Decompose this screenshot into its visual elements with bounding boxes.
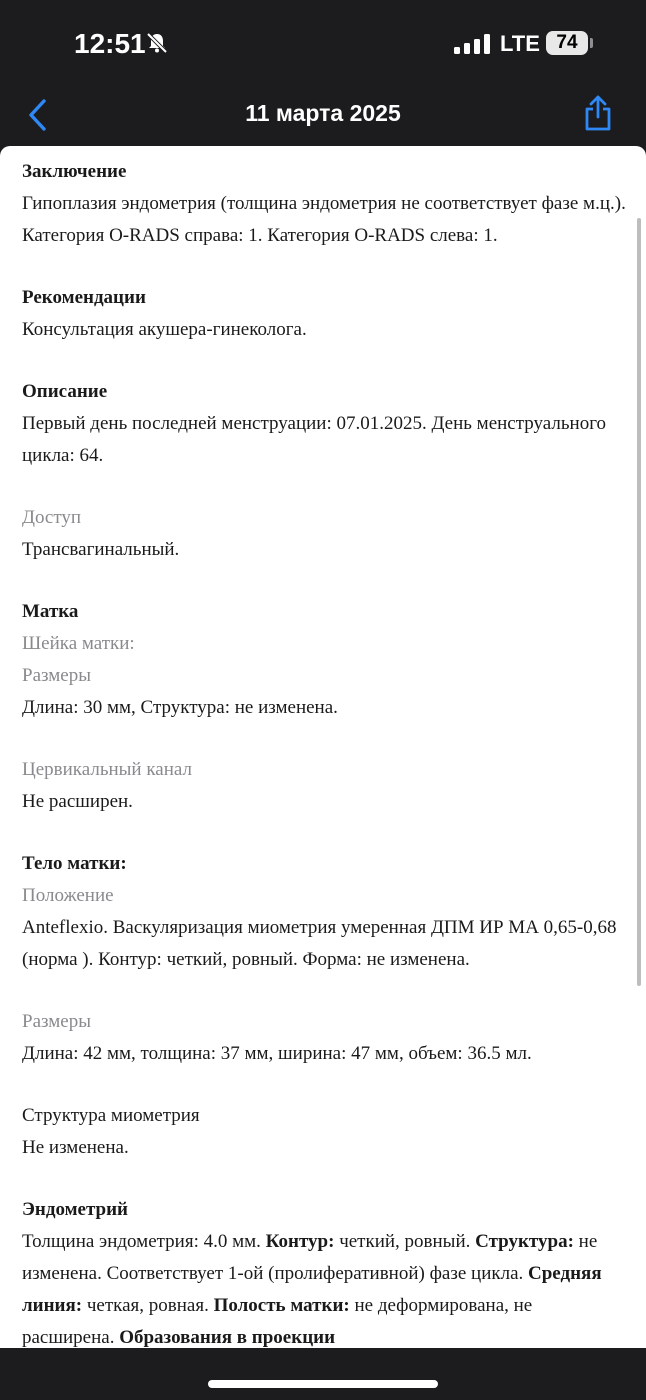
endo-contour-label: Контур:: [265, 1231, 335, 1252]
battery-tip: [590, 38, 593, 48]
report-content: [22, 156, 626, 1348]
body-sizes-text: Длина: 42 мм, толщина: 37 мм, ширина: 47 мм, объем: 36.5 мл.: [22, 1043, 532, 1064]
status-time: 12:51: [74, 28, 146, 59]
uterus-heading: Матка: [22, 601, 79, 622]
myometrium-text: Не изменена.: [22, 1137, 129, 1158]
cervix-sizes-text: Длина: 30 мм, Структура: не изменена.: [22, 697, 338, 718]
navigation-bar: [0, 88, 646, 146]
endometrium-text: [22, 1226, 626, 1348]
network-type: LTE: [500, 31, 540, 56]
endo-midline-text: четкая, ровная.: [86, 1295, 209, 1316]
page-title: 11 марта 2025: [245, 100, 401, 126]
body-sizes-label: Размеры: [22, 1011, 91, 1032]
description-text: Первый день последней менструации: 07.01.2025. День менструального цикла: 64.: [22, 413, 607, 466]
endo-thickness: Толщина эндометрия: 4.0 мм.: [22, 1231, 261, 1252]
report-sheet[interactable]: [0, 146, 646, 1348]
access-text: Трансвагинальный.: [22, 539, 180, 560]
position-label: Положение: [22, 885, 114, 906]
myometrium-label: Структура миометрия: [22, 1105, 200, 1126]
home-indicator[interactable]: [208, 1380, 438, 1388]
cervical-canal-text: Не расширен.: [22, 791, 133, 812]
share-icon[interactable]: [583, 94, 613, 132]
recommendations-text: Консультация акушера-гинеколога.: [22, 319, 307, 340]
endo-cavity-text: не деформирована, не расширена.: [22, 1295, 533, 1348]
endo-structure-text: не изменена. Соответствует 1-ой (пролиферативной) фазе цикла.: [22, 1231, 598, 1284]
recommendations-heading: Рекомендации: [22, 287, 146, 308]
endo-cavity-label: Полость матки:: [213, 1295, 350, 1316]
conclusion-heading: Заключение: [22, 161, 127, 182]
battery-level: 74: [556, 32, 578, 53]
endo-structure-label: Структура:: [475, 1231, 574, 1252]
conclusion-text: Гипоплазия эндометрия (толщина эндометрия не соответствует фазе м.ц.). Категория O-RADS справа: 1. Категория O-RADS слева: 1.: [22, 193, 626, 246]
endo-contour-text: четкий, ровный.: [339, 1231, 471, 1252]
description-heading: Описание: [22, 381, 108, 402]
status-bar: [0, 0, 646, 88]
signal-icon: [454, 34, 490, 54]
scrollbar[interactable]: [637, 218, 641, 986]
bell-muted-icon: [146, 32, 168, 54]
battery-icon: [546, 31, 588, 55]
access-label: Доступ: [22, 507, 82, 528]
endo-formations-label: Образования в проекции: [119, 1327, 336, 1348]
endo-midline-label: Средняя линия:: [22, 1263, 602, 1316]
endometrium-heading: Эндометрий: [22, 1199, 128, 1220]
cervix-label: Шейка матки:: [22, 633, 135, 654]
uterus-body-heading: Тело матки:: [22, 853, 127, 874]
cervical-canal-label: Цервикальный канал: [22, 759, 192, 780]
position-text: Anteflexio. Васкуляризация миометрия умеренная ДПМ ИР МА 0,65-0,68 (норма ). Контур: четкий, ровный. Форма: не изменена.: [22, 917, 617, 970]
cervix-sizes-label: Размеры: [22, 665, 91, 686]
